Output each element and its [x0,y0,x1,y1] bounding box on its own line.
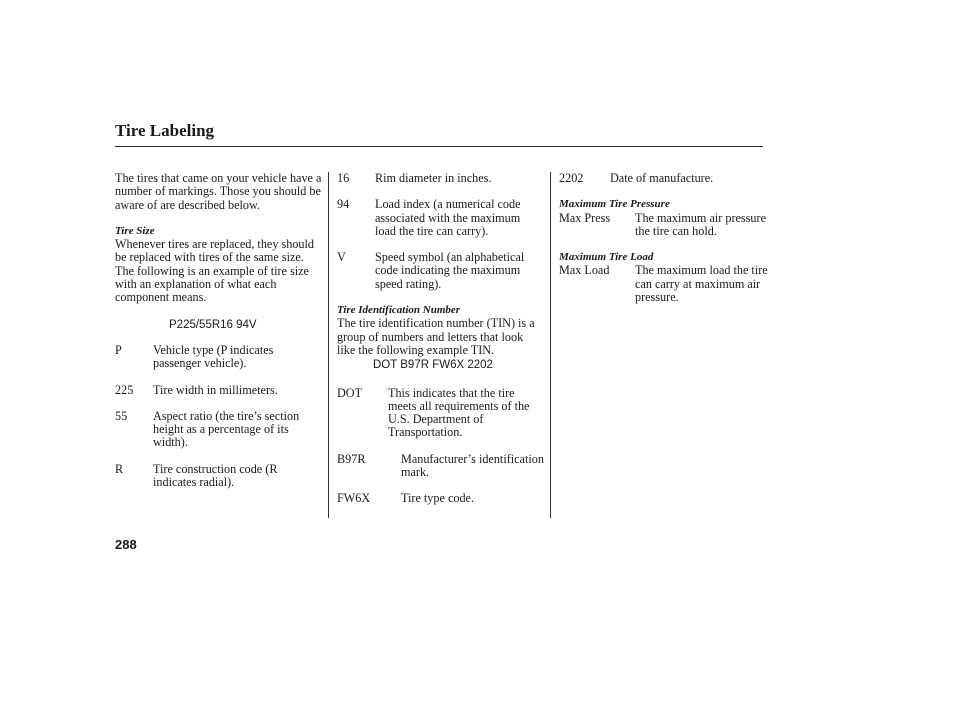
item-text: Rim diameter in inches. [375,171,492,185]
tire-size-item [115,463,323,490]
tire-size-item [115,410,323,450]
column-2 [337,172,544,506]
item-text: The maximum air pressure the tire can hold. [635,210,766,238]
item-text: Date of manufacture. [610,171,714,185]
intro-paragraph: The tires that came on your vehicle have a number of markings. Those you should be aware of are described below. [115,171,322,212]
item-key: Max Load [559,263,610,278]
tin-item [337,492,544,505]
tire-size-item [115,344,323,371]
item-text: Speed symbol (an alphabetical code indicating the maximum speed rating). [375,250,525,291]
tire-size-item [337,172,544,185]
item-key: Max Press [559,210,611,225]
tire-size-example: P225/55R16 94V [169,318,257,331]
item-text: This indicates that the tire meets all requirements of the U.S. Department of Transportation. [388,385,530,440]
item-key: 16 [337,171,350,185]
tire-size-paragraph: Whenever tires are replaced, they should be replaced with tires of the same size. The following is an example of tire size with an explanation of what each component means. [115,237,314,305]
item-key: 225 [115,382,134,397]
item-key: B97R [337,451,366,466]
item-key: 2202 [559,171,584,185]
date-item [559,172,769,185]
page-title: Tire Labeling [115,121,215,140]
item-key: DOT [337,385,363,400]
tin-paragraph: The tire identification number (TIN) is a group of numbers and letters that look like the following example TIN. [337,316,535,357]
item-text: Tire type code. [401,491,474,506]
max-load-item [559,264,769,304]
max-pressure-item [559,212,769,239]
tire-size-item [337,251,544,291]
item-key: 55 [115,408,128,423]
tire-size-heading: Tire Size [115,224,155,237]
item-text: Tire width in millimeters. [153,382,278,397]
item-text: Load index (a numerical code associated with the maximum load the tire can carry). [375,197,521,238]
tin-item [337,453,544,480]
column-3 [559,172,769,304]
tire-size-item [115,384,323,397]
item-key: V [337,250,346,265]
column-1 [115,172,323,489]
item-key: P [115,342,122,357]
item-text: The maximum load the tire can carry at maximum air pressure. [635,263,768,305]
title-rule [115,146,763,147]
max-load-heading: Maximum Tire Load [559,251,654,264]
page-number: 288 [115,537,137,552]
item-key: FW6X [337,491,371,506]
item-text: Tire construction code (R indicates radial). [153,461,278,490]
max-pressure-heading: Maximum Tire Pressure [559,198,670,211]
tin-example: DOT B97R FW6X 2202 [373,359,493,372]
item-key: R [115,461,124,476]
column-divider-2 [550,172,551,518]
item-text: Aspect ratio (the tire’s section height as a percentage of its width). [153,408,300,450]
tire-size-item [337,198,544,238]
item-key: 94 [337,197,350,212]
tin-heading: Tire Identification Number [337,304,461,317]
tin-item [337,387,544,440]
item-text: Manufacturer’s identification mark. [401,451,544,480]
column-divider-1 [328,172,329,518]
item-text: Vehicle type (P indicates passenger vehicle). [153,342,274,371]
